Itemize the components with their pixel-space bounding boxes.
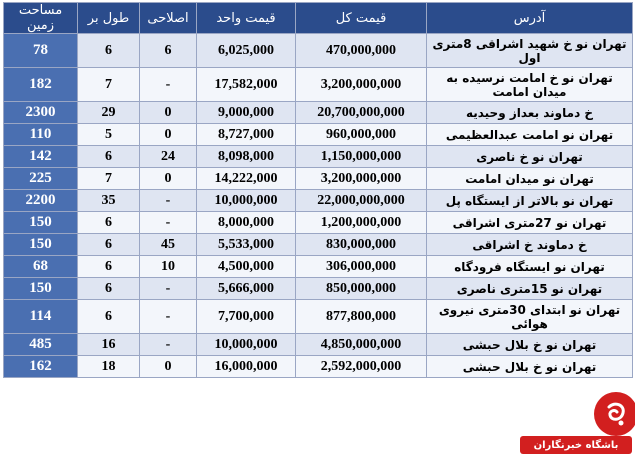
cell-total-price: 20,700,000,000 (296, 102, 427, 124)
cell-renovation: 0 (140, 356, 197, 378)
cell-address: تهران نو خ بلال حبشی (427, 356, 633, 378)
cell-unit-price: 9,000,000 (197, 102, 296, 124)
cell-land-area: 150 (4, 234, 78, 256)
cell-renovation: 0 (140, 102, 197, 124)
cell-renovation: 10 (140, 256, 197, 278)
table-row (4, 334, 633, 356)
cell-land-area: 114 (4, 300, 78, 334)
table-row (4, 68, 633, 102)
cell-frontage: 6 (78, 300, 140, 334)
cell-frontage: 6 (78, 34, 140, 68)
cell-total-price: 306,000,000 (296, 256, 427, 278)
cell-renovation: 24 (140, 146, 197, 168)
cell-frontage: 6 (78, 146, 140, 168)
cell-total-price: 22,000,000,000 (296, 190, 427, 212)
cell-unit-price: 4,500,000 (197, 256, 296, 278)
cell-address: تهران نو خ بلال حبشی (427, 334, 633, 356)
cell-frontage: 6 (78, 234, 140, 256)
cell-land-area: 150 (4, 212, 78, 234)
table-row (4, 300, 633, 334)
cell-renovation: - (140, 278, 197, 300)
header-renovation: اصلاحی (140, 3, 197, 34)
cell-land-area: 150 (4, 278, 78, 300)
cell-total-price: 850,000,000 (296, 278, 427, 300)
cell-unit-price: 7,700,000 (197, 300, 296, 334)
table-row (4, 190, 633, 212)
table-row (4, 34, 633, 68)
cell-land-area: 142 (4, 146, 78, 168)
cell-renovation: - (140, 334, 197, 356)
cell-land-area: 182 (4, 68, 78, 102)
cell-renovation: 6 (140, 34, 197, 68)
header-frontage: طول بر (78, 3, 140, 34)
table-row (4, 234, 633, 256)
cell-address: تهران نو 27متری اشراقی (427, 212, 633, 234)
cell-address: تهران نو بالاتر از ایستگاه پل (427, 190, 633, 212)
cell-unit-price: 14,222,000 (197, 168, 296, 190)
cell-frontage: 29 (78, 102, 140, 124)
cell-renovation: - (140, 68, 197, 102)
cell-total-price: 3,200,000,000 (296, 68, 427, 102)
cell-total-price: 877,800,000 (296, 300, 427, 334)
cell-total-price: 830,000,000 (296, 234, 427, 256)
cell-unit-price: 6,025,000 (197, 34, 296, 68)
header-address: آدرس (427, 3, 633, 34)
cell-unit-price: 5,666,000 (197, 278, 296, 300)
table-row (4, 256, 633, 278)
cell-unit-price: 16,000,000 (197, 356, 296, 378)
cell-address: تهران نو خ ناصری (427, 146, 633, 168)
table-row (4, 124, 633, 146)
table-body (4, 34, 633, 378)
cell-land-area: 110 (4, 124, 78, 146)
cell-address: خ دماوند بعداز وحیدیه (427, 102, 633, 124)
cell-renovation: 45 (140, 234, 197, 256)
cell-address: تهران نو میدان امامت (427, 168, 633, 190)
cell-total-price: 2,592,000,000 (296, 356, 427, 378)
cell-total-price: 4,850,000,000 (296, 334, 427, 356)
cell-unit-price: 8,098,000 (197, 146, 296, 168)
property-price-table (3, 2, 633, 378)
cell-total-price: 470,000,000 (296, 34, 427, 68)
cell-address: تهران نو خ امامت نرسیده به میدان امامت (427, 68, 633, 102)
cell-renovation: 0 (140, 124, 197, 146)
table-row (4, 212, 633, 234)
cell-address: تهران نو ابتدای 30متری نیروی هوائی (427, 300, 633, 334)
cell-land-area: 162 (4, 356, 78, 378)
cell-land-area: 78 (4, 34, 78, 68)
cell-frontage: 16 (78, 334, 140, 356)
table-row (4, 102, 633, 124)
cell-total-price: 1,150,000,000 (296, 146, 427, 168)
cell-address: تهران نو ایستگاه فرودگاه (427, 256, 633, 278)
cell-unit-price: 8,000,000 (197, 212, 296, 234)
table-row (4, 278, 633, 300)
header-unit-price: قیمت واحد (197, 3, 296, 34)
cell-renovation: 0 (140, 168, 197, 190)
table-row (4, 168, 633, 190)
cell-renovation: - (140, 212, 197, 234)
cell-total-price: 3,200,000,000 (296, 168, 427, 190)
header-total-price: قیمت کل (296, 3, 427, 34)
cell-unit-price: 5,533,000 (197, 234, 296, 256)
cell-land-area: 68 (4, 256, 78, 278)
news-agency-logo-icon (594, 392, 635, 436)
cell-unit-price: 10,000,000 (197, 334, 296, 356)
cell-frontage: 18 (78, 356, 140, 378)
cell-unit-price: 8,727,000 (197, 124, 296, 146)
cell-land-area: 485 (4, 334, 78, 356)
cell-land-area: 2300 (4, 102, 78, 124)
table-row (4, 356, 633, 378)
cell-total-price: 960,000,000 (296, 124, 427, 146)
cell-land-area: 2200 (4, 190, 78, 212)
cell-renovation: - (140, 300, 197, 334)
cell-frontage: 5 (78, 124, 140, 146)
cell-frontage: 7 (78, 168, 140, 190)
cell-frontage: 6 (78, 256, 140, 278)
cell-frontage: 35 (78, 190, 140, 212)
cell-address: تهران نو 15متری ناصری (427, 278, 633, 300)
cell-address: خ دماوند خ اشراقی (427, 234, 633, 256)
cell-land-area: 225 (4, 168, 78, 190)
news-agency-logo (520, 392, 630, 456)
table-header-row (4, 3, 633, 34)
header-land-area: مساحت زمین (4, 3, 78, 34)
cell-renovation: - (140, 190, 197, 212)
table-row (4, 146, 633, 168)
news-agency-logo-text: باشگاه خبرنگاران (520, 436, 632, 454)
cell-address: تهران نو امامت عبدالعظیمی (427, 124, 633, 146)
cell-address: تهران نو خ شهید اشراقی 8متری اول (427, 34, 633, 68)
cell-frontage: 6 (78, 212, 140, 234)
cell-frontage: 7 (78, 68, 140, 102)
cell-unit-price: 17,582,000 (197, 68, 296, 102)
cell-frontage: 6 (78, 278, 140, 300)
cell-total-price: 1,200,000,000 (296, 212, 427, 234)
cell-unit-price: 10,000,000 (197, 190, 296, 212)
